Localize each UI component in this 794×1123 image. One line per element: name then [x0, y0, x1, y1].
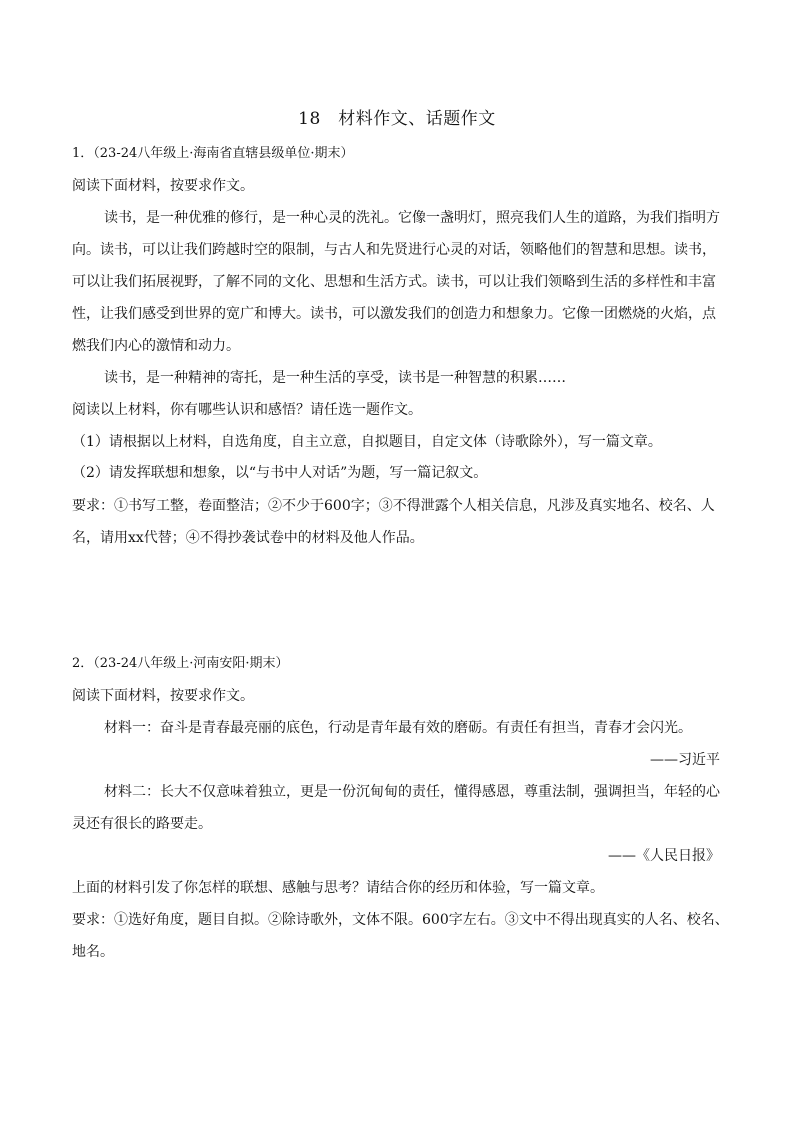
q1-material-line: 可以让我们拓展视野，了解不同的文化、思想和生活方式。读书，可以让我们领略到生活的多样性和丰富	[72, 274, 716, 290]
q1-material-line: 向。读书，可以让我们跨越时空的限制，与古人和先贤进行心灵的对话，领略他们的智慧和思想。读书，	[72, 242, 716, 258]
q2-material2-line: 材料二：长大不仅意味着独立，更是一份沉甸甸的责任，懂得感恩，尊重法制，强调担当，年轻的心	[104, 784, 720, 800]
q1-material-line: 性，让我们感受到世界的宽广和博大。读书，可以激发我们的创造力和想象力。它像一团燃烧的火焰，点	[72, 306, 716, 322]
q1-material-line: 燃我们内心的激情和动力。	[72, 338, 240, 354]
q2-header: 2．（23-24八年级上·河南安阳·期末）	[72, 656, 289, 671]
q1-requirements-line: 要求：①书写工整，卷面整洁；②不少于600字；③不得泄露个人相关信息，凡涉及真实地名、校名、人	[72, 498, 715, 514]
q2-source2: ——《人民日报》	[608, 848, 720, 864]
q1-material-line: 读书，是一种优雅的修行，是一种心灵的洗礼。它像一盏明灯，照亮我们人生的道路，为我们指明方	[104, 210, 720, 226]
q1-intro: 阅读下面材料，按要求作文。	[72, 178, 254, 194]
q1-prompt: 阅读以上材料，你有哪些认识和感悟？请任选一题作文。	[72, 402, 422, 418]
q1-requirements-line: 名，请用xx代替；④不得抄袭试卷中的材料及他人作品。	[72, 530, 424, 546]
q2-source1: ——习近平	[650, 752, 720, 768]
q2-requirements-line: 要求：①选好角度，题目自拟。②除诗歌外，文体不限。600字左右。③文中不得出现真实的人名、校名、	[72, 912, 729, 928]
q1-material2: 读书，是一种精神的寄托，是一种生活的享受，读书是一种智慧的积累……	[104, 370, 566, 386]
q2-material1: 材料一：奋斗是青春最亮丽的底色，行动是青年最有效的磨砺。有责任有担当，青春才会闪光。	[104, 720, 692, 736]
q1-option2: （2）请发挥联想和想象，以“与书中人对话”为题，写一篇记叙文。	[72, 465, 488, 481]
q1-header: 1．（23-24八年级上·海南省直辖县级单位·期末）	[72, 146, 354, 161]
q2-prompt: 上面的材料引发了你怎样的联想、感触与思考？请结合你的经历和体验，写一篇文章。	[72, 880, 604, 896]
q2-requirements-line: 地名。	[72, 944, 114, 960]
page-title: 18 材料作文、话题作文	[298, 109, 496, 129]
q2-material2-line: 灵还有很长的路要走。	[72, 816, 212, 832]
q2-intro: 阅读下面材料，按要求作文。	[72, 688, 254, 704]
q1-option1: （1）请根据以上材料，自选角度，自主立意，自拟题目，自定文体（诗歌除外），写一篇文章。	[72, 434, 662, 450]
